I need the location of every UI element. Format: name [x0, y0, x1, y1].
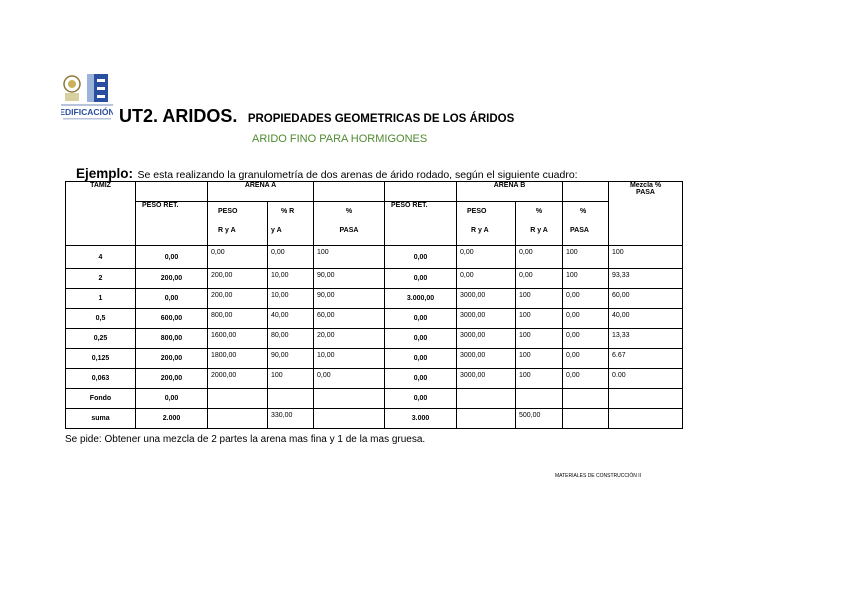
arena-b-peso-ra-cell	[457, 389, 516, 409]
subheader-pasa	[314, 202, 385, 246]
logo-text: EDIFICACIÓN	[61, 107, 113, 117]
arena-b-peso-ra-cell	[457, 409, 516, 429]
arena-b-pct-ra-cell: 500,00	[516, 409, 563, 429]
arena-b-pct-ra-cell: 0,00	[516, 269, 563, 289]
arena-a-peso-ret-cell: 200,00	[136, 269, 208, 289]
arena-a-peso-ret-cell: 0,00	[136, 289, 208, 309]
table-row	[66, 329, 683, 349]
header-blank	[385, 182, 457, 202]
arena-a-peso-ra-cell: 200,00	[208, 289, 268, 309]
page-subtitle: ARIDO FINO PARA HORMIGONES	[252, 133, 428, 145]
arena-b-peso-ra-cell: 3000,00	[457, 349, 516, 369]
arena-a-pasa-cell: 60,00	[314, 309, 385, 329]
subheader-peso-line1: PESO	[218, 208, 238, 215]
tamiz-cell: 4	[66, 246, 136, 269]
granulometry-table	[65, 181, 683, 429]
arena-b-peso-ra-cell: 0,00	[457, 269, 516, 289]
subheader-b-peso-line1: PESO	[467, 208, 487, 215]
subheader-b-peso-ret: PESO RET.	[385, 202, 457, 246]
mezcla-pasa-cell: 40,00	[609, 309, 683, 329]
subheader-b-pct-line2: R y A	[530, 227, 548, 234]
example-lead: Ejemplo:	[76, 166, 134, 181]
arena-a-peso-ra-cell	[208, 389, 268, 409]
table-row	[66, 349, 683, 369]
arena-a-peso-ret-cell: 200,00	[136, 349, 208, 369]
table-subheader-row	[66, 202, 683, 246]
arena-b-peso-ra-cell: 0,00	[457, 246, 516, 269]
header-mezcla-line1: Mezcla %	[629, 182, 662, 189]
title-main: UT2. ARIDOS.	[119, 106, 238, 126]
table-row	[66, 389, 683, 409]
table-header-row	[66, 182, 683, 202]
mezcla-pasa-cell: 60,00	[609, 289, 683, 309]
subheader-b-pasa-line1: %	[580, 208, 587, 215]
tamiz-cell: 0,25	[66, 329, 136, 349]
arena-a-peso-ra-cell: 1800,00	[208, 349, 268, 369]
arena-b-peso-ret-cell: 0,00	[385, 369, 457, 389]
subheader-peso-ret: PESO RET.	[136, 202, 208, 246]
arena-a-peso-ra-cell: 800,00	[208, 309, 268, 329]
arena-a-peso-ret-cell: 800,00	[136, 329, 208, 349]
tamiz-cell: suma	[66, 409, 136, 429]
subheader-pasa-line2: PASA	[339, 227, 359, 234]
mezcla-pasa-cell: 93,33	[609, 269, 683, 289]
arena-a-peso-ret-cell: 0,00	[136, 246, 208, 269]
arena-b-pasa-cell: 0,00	[563, 329, 609, 349]
arena-a-pct-ra-cell: 10,00	[268, 269, 314, 289]
arena-b-pct-ra-cell: 100	[516, 289, 563, 309]
table-row	[66, 369, 683, 389]
arena-a-pasa-cell: 0,00	[314, 369, 385, 389]
arena-b-pct-ra-cell: 0,00	[516, 246, 563, 269]
arena-a-pasa-cell: 10,00	[314, 349, 385, 369]
arena-b-peso-ret-cell: 0,00	[385, 269, 457, 289]
subheader-pct-line2: y A	[271, 227, 282, 234]
arena-b-pct-ra-cell: 100	[516, 349, 563, 369]
header-mezcla	[609, 182, 683, 246]
header-mezcla-line2: PASA	[636, 189, 655, 196]
arena-a-pct-ra-cell: 80,00	[268, 329, 314, 349]
arena-a-pct-ra-cell: 330,00	[268, 409, 314, 429]
table-row	[66, 269, 683, 289]
arena-b-peso-ret-cell: 0,00	[385, 329, 457, 349]
arena-b-peso-ra-cell: 3000,00	[457, 289, 516, 309]
arena-b-peso-ra-cell: 3000,00	[457, 329, 516, 349]
arena-a-peso-ret-cell: 600,00	[136, 309, 208, 329]
arena-b-peso-ra-cell: 3000,00	[457, 369, 516, 389]
tamiz-cell: 0,125	[66, 349, 136, 369]
arena-a-pasa-cell	[314, 389, 385, 409]
arena-b-pasa-cell: 0,00	[563, 369, 609, 389]
subheader-peso-ra	[208, 202, 268, 246]
arena-b-pasa-cell	[563, 389, 609, 409]
subheader-pct-line1: % R	[281, 208, 295, 215]
arena-b-peso-ret-cell: 0,00	[385, 309, 457, 329]
arena-b-pct-ra-cell: 100	[516, 309, 563, 329]
arena-a-pct-ra-cell: 40,00	[268, 309, 314, 329]
table-row	[66, 309, 683, 329]
tamiz-cell: 2	[66, 269, 136, 289]
example-text: Se esta realizando la granulometría de dos arenas de árido rodado, según el siguiente cuadro:	[137, 169, 578, 181]
subheader-b-pct-line1: %	[535, 208, 543, 215]
arena-b-peso-ra-cell: 3000,00	[457, 309, 516, 329]
arena-a-peso-ret-cell: 200,00	[136, 369, 208, 389]
arena-a-pct-ra-cell	[268, 389, 314, 409]
header-blank	[563, 182, 609, 202]
arena-b-pasa-cell: 0,00	[563, 309, 609, 329]
arena-b-pasa-cell: 0,00	[563, 349, 609, 369]
mezcla-pasa-cell	[609, 389, 683, 409]
tamiz-cell: Fondo	[66, 389, 136, 409]
arena-b-pasa-cell	[563, 409, 609, 429]
arena-a-pasa-cell: 90,00	[314, 289, 385, 309]
school-logo	[61, 71, 113, 121]
arena-a-pct-ra-cell: 0,00	[268, 246, 314, 269]
arena-a-peso-ra-cell: 1600,00	[208, 329, 268, 349]
arena-a-pasa-cell: 100	[314, 246, 385, 269]
subheader-b-peso-ra	[457, 202, 516, 246]
subheader-b-pasa	[563, 202, 609, 246]
tamiz-cell: 1	[66, 289, 136, 309]
arena-b-pasa-cell: 100	[563, 269, 609, 289]
subheader-peso-line2: R y A	[218, 227, 236, 234]
arena-a-pct-ra-cell: 10,00	[268, 289, 314, 309]
arena-a-peso-ra-cell: 200,00	[208, 269, 268, 289]
arena-a-pasa-cell	[314, 409, 385, 429]
header-tamiz: TAMIZ	[66, 182, 136, 246]
arena-a-pct-ra-cell: 90,00	[268, 349, 314, 369]
arena-b-peso-ret-cell: 3.000	[385, 409, 457, 429]
arena-b-peso-ret-cell: 0,00	[385, 389, 457, 409]
table-row	[66, 409, 683, 429]
arena-a-peso-ret-cell: 0,00	[136, 389, 208, 409]
arena-a-peso-ra-cell	[208, 409, 268, 429]
mezcla-pasa-cell: 6.67	[609, 349, 683, 369]
subheader-pasa-line1: %	[345, 208, 353, 215]
arena-a-peso-ra-cell: 0,00	[208, 246, 268, 269]
table-row	[66, 289, 683, 309]
page-title	[119, 106, 514, 127]
mezcla-pasa-cell	[609, 409, 683, 429]
arena-b-pct-ra-cell: 100	[516, 329, 563, 349]
arena-b-pct-ra-cell: 100	[516, 369, 563, 389]
header-blank	[136, 182, 208, 202]
header-blank	[314, 182, 385, 202]
arena-b-peso-ret-cell: 0,00	[385, 246, 457, 269]
tamiz-cell: 0,063	[66, 369, 136, 389]
subheader-b-peso-line2: R y A	[471, 227, 489, 234]
arena-b-peso-ret-cell: 0,00	[385, 349, 457, 369]
subheader-b-pasa-line2: PASA	[570, 227, 589, 234]
arena-a-peso-ra-cell: 2000,00	[208, 369, 268, 389]
arena-b-pasa-cell: 100	[563, 246, 609, 269]
arena-b-pasa-cell: 0,00	[563, 289, 609, 309]
page-footer: MATERIALES DE CONSTRUCCIÓN II	[555, 473, 642, 479]
table-row	[66, 246, 683, 269]
arena-b-pct-ra-cell	[516, 389, 563, 409]
arena-a-peso-ret-cell: 2.000	[136, 409, 208, 429]
arena-a-pct-ra-cell: 100	[268, 369, 314, 389]
arena-a-pasa-cell: 90,00	[314, 269, 385, 289]
header-arena-b: ARENA B	[457, 182, 563, 202]
tamiz-cell: 0,5	[66, 309, 136, 329]
arena-a-pasa-cell: 20,00	[314, 329, 385, 349]
mezcla-pasa-cell: 13,33	[609, 329, 683, 349]
mezcla-pasa-cell: 0.00	[609, 369, 683, 389]
mezcla-pasa-cell: 100	[609, 246, 683, 269]
title-sub: PROPIEDADES GEOMETRICAS DE LOS ÁRIDOS	[247, 113, 515, 125]
subheader-pct-ra	[268, 202, 314, 246]
header-arena-a: ARENA A	[208, 182, 314, 202]
subheader-b-pct-ra	[516, 202, 563, 246]
exercise-question: Se pide: Obtener una mezcla de 2 partes la arena mas fina y 1 de la mas gruesa.	[65, 434, 426, 445]
arena-b-peso-ret-cell: 3.000,00	[385, 289, 457, 309]
